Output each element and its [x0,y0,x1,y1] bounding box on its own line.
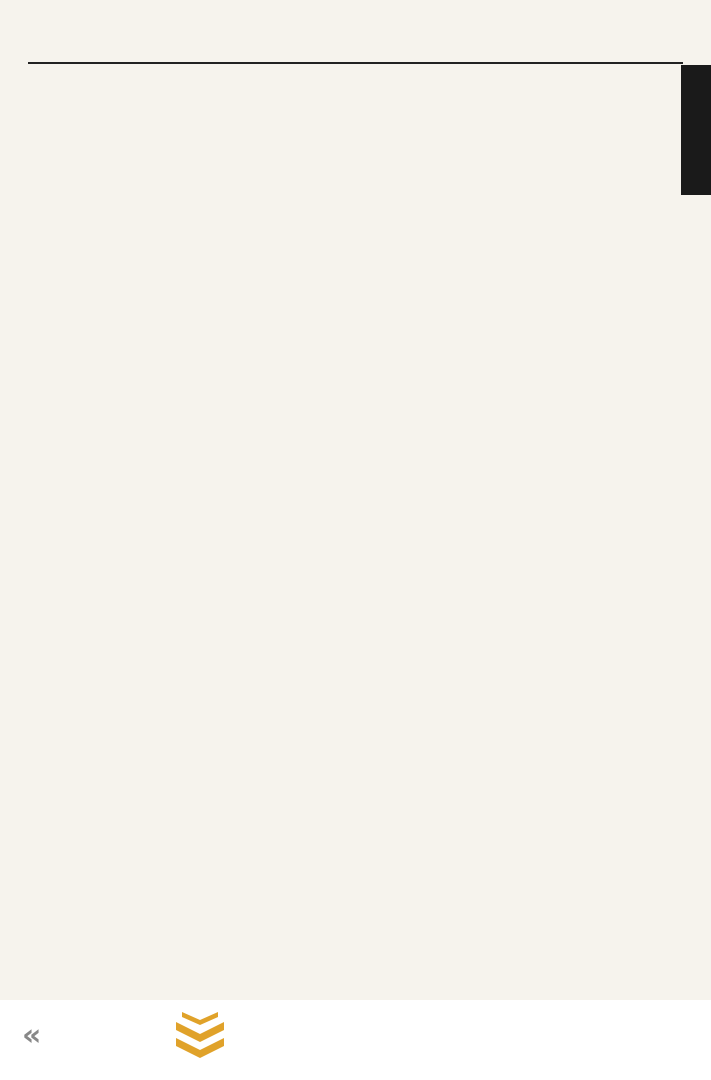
header-divider [28,62,683,64]
logo-chevron-icon [172,1008,228,1066]
setabook-logo [22,1008,242,1072]
store-footer [0,1000,711,1080]
page-header [28,30,683,60]
logo-arrows-icon: « [22,1018,42,1053]
section-side-tab [681,65,711,195]
